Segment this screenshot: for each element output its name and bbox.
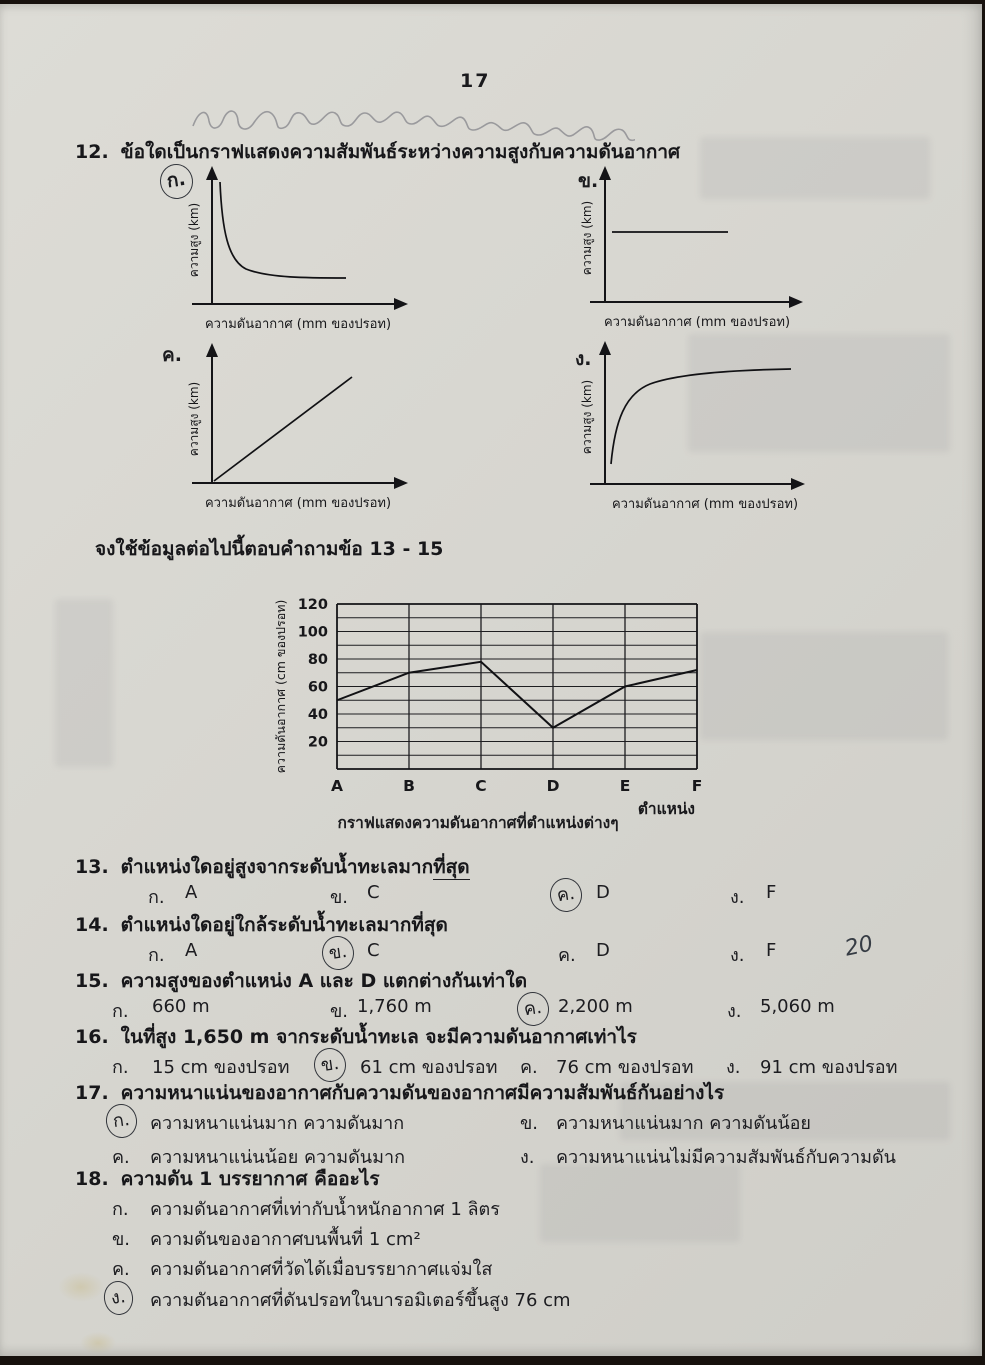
question-text-underlined: ที่สุด [433,856,470,878]
question-number: 12. [75,141,109,163]
graph-label-kho: ข. [578,170,599,192]
q18-option-letter: ค. [112,1259,130,1280]
paper-sheet [0,4,982,1356]
page-number: 17 [460,70,491,92]
question-text: ตำแหน่งใดอยู่ใกล้ระดับน้ำทะเลมากที่สุด [120,914,448,936]
question-17 [75,1078,724,1108]
svg-text:D: D [546,777,560,795]
y-axis-label: ความสูง (km) [580,200,594,276]
q14-option-letter: ก. [148,945,165,966]
q15-option-text: 2,200 m [558,996,633,1017]
q17-option-letter-circled: ก. [104,1102,139,1140]
graph-label-ngo: ง. [575,348,592,370]
pressure-position-chart [265,574,725,839]
mini-graph-ngo [555,339,855,517]
q13-option-letter: ก. [148,887,165,908]
q15-option-text: 5,060 m [760,996,835,1017]
svg-text:C: C [475,777,487,795]
question-number: 15. [75,970,109,992]
question-text: ความหนาแน่นของอากาศกับความดันของอากาศมีความสัมพันธ์กันอย่างไร [120,1082,725,1104]
x-axis-label: ความดันอากาศ (mm ของปรอท) [603,315,791,330]
q17-option-letter: ง. [520,1147,535,1168]
q18-option-text: ความดันอากาศที่ดันปรอทในบารอมิเตอร์ขึ้นสูง 76 cm [150,1290,571,1311]
question-15 [75,966,527,996]
question-number: 17. [75,1082,109,1104]
x-axis-label: ความดันอากาศ (mm ของปรอท) [611,497,799,512]
handwritten-score-mark: 20 [842,931,876,962]
q17-option-text: ความหนาแน่นไม่มีความสัมพันธ์กับความดัน [556,1147,896,1168]
q13-option-text: A [185,882,198,903]
question-number: 18. [75,1168,109,1190]
bleed-through-smudge [55,599,113,767]
svg-text:80: 80 [307,652,328,668]
q17-option-text: ความหนาแน่นน้อย ความดันมาก [150,1147,405,1168]
q16-option-text: 76 cm ของปรอท [556,1057,694,1078]
q14-option-text: D [596,940,610,961]
q18-option-text: ความดันของอากาศบนพื้นที่ 1 cm² [150,1229,421,1250]
q18-option-letter: ข. [112,1229,131,1250]
graph-label-kh: ค. [162,344,182,366]
svg-text:F: F [691,777,703,795]
mini-graph-ko [140,162,440,340]
question-text: ความดัน 1 บรรยากาศ คืออะไร [120,1168,380,1190]
q17-option-letter: ข. [520,1113,539,1134]
chart-caption: กราฟแสดงความดันอากาศที่ตำแหน่งต่างๆ [337,814,619,832]
svg-text:20: 20 [307,734,328,751]
q18-option-text: ความดันอากาศที่เท่ากับน้ำหนักอากาศ 1 ลิตร [150,1199,500,1220]
question-number: 13. [75,856,109,878]
q16-option-text: 91 cm ของปรอท [760,1057,898,1078]
y-axis-label: ความสูง (km) [187,202,201,278]
question-text: ตำแหน่งใดอยู่สูงจากระดับน้ำทะเลมาก [120,856,434,878]
q15-option-letter: ก. [112,1001,129,1022]
y-axis-label: ความสูง (km) [187,381,201,457]
question-number: 14. [75,914,109,936]
q16-option-text: 61 cm ของปรอท [360,1057,498,1078]
mini-graph-kho [555,162,855,340]
question-14 [75,910,448,940]
q18-option-letter: ก. [112,1199,129,1220]
question-text: ข้อใดเป็นกราฟแสดงความสัมพันธ์ระหว่างความสูงกับความดันอากาศ [120,141,681,163]
graph-label-ko: ก. [158,162,195,201]
svg-text:100: 100 [297,624,328,641]
svg-text:ความดันอากาศ (cm ของปรอท): ความดันอากาศ (cm ของปรอท) [273,599,288,774]
q15-option-text: 660 m [152,996,210,1017]
q14-option-text: C [367,940,380,961]
q17-option-text: ความหนาแน่นมาก ความดันน้อย [556,1113,811,1134]
q15-option-letter: ง. [727,1001,742,1022]
section-instruction: จงใช้ข้อมูลต่อไปนี้ตอบคำถามข้อ 13 - 15 [95,538,444,560]
q13-option-letter-circled: ค. [548,876,584,914]
q16-option-letter-circled: ข. [312,1046,348,1084]
bleed-through-smudge [700,632,948,740]
q16-option-letter: ง. [726,1057,741,1078]
q15-option-letter-circled: ค. [515,990,551,1028]
q15-option-letter: ข. [330,1001,349,1022]
question-text: ความสูงของตำแหน่ง A และ D แตกต่างกันเท่าใด [120,970,528,992]
q16-option-text: 15 cm ของปรอท [152,1057,290,1078]
svg-text:40: 40 [307,707,328,723]
x-axis-label: ความดันอากาศ (mm ของปรอท) [204,496,392,511]
q17-option-text: ความหนาแน่นมาก ความดันมาก [150,1113,405,1134]
svg-text:120: 120 [297,597,328,613]
q15-option-text: 1,760 m [357,996,432,1017]
bleed-through-smudge [540,1164,740,1242]
q16-option-letter: ค. [520,1057,538,1078]
q14-option-letter-circled: ข. [320,934,356,972]
question-text: ในที่สูง 1,650 m จากระดับน้ำทะเล จะมีความดันอากาศเท่าไร [120,1026,637,1048]
mini-graph-kh [140,339,440,517]
svg-text:60: 60 [307,679,328,696]
q13-option-text: F [766,882,777,903]
q13-option-text: C [367,882,380,903]
question-18 [75,1164,380,1194]
q13-option-letter: ง. [730,887,745,908]
q14-option-letter: ง. [730,945,745,966]
question-number: 16. [75,1026,109,1048]
q14-option-letter: ค. [558,945,576,966]
svg-text:E: E [619,777,631,795]
q13-option-text: D [596,882,610,903]
svg-text:B: B [403,777,415,795]
paper-stain [80,1332,116,1354]
q18-option-letter-circled: ง. [102,1279,135,1317]
q14-option-text: F [766,940,777,961]
q13-option-letter: ข. [330,887,349,908]
svg-text:ตำแหน่ง: ตำแหน่ง [637,800,695,818]
q17-option-letter: ค. [112,1147,130,1168]
paper-stain [58,1272,104,1302]
question-16 [75,1022,637,1052]
q18-option-text: ความดันอากาศที่วัดได้เมื่อบรรยากาศแจ่มใส [150,1259,493,1280]
question-13 [75,852,470,882]
svg-text:A: A [331,777,343,795]
x-axis-label: ความดันอากาศ (mm ของปรอท) [204,317,392,332]
q14-option-text: A [185,940,198,961]
y-axis-label: ความสูง (km) [580,379,594,455]
q16-option-letter: ก. [112,1057,129,1078]
